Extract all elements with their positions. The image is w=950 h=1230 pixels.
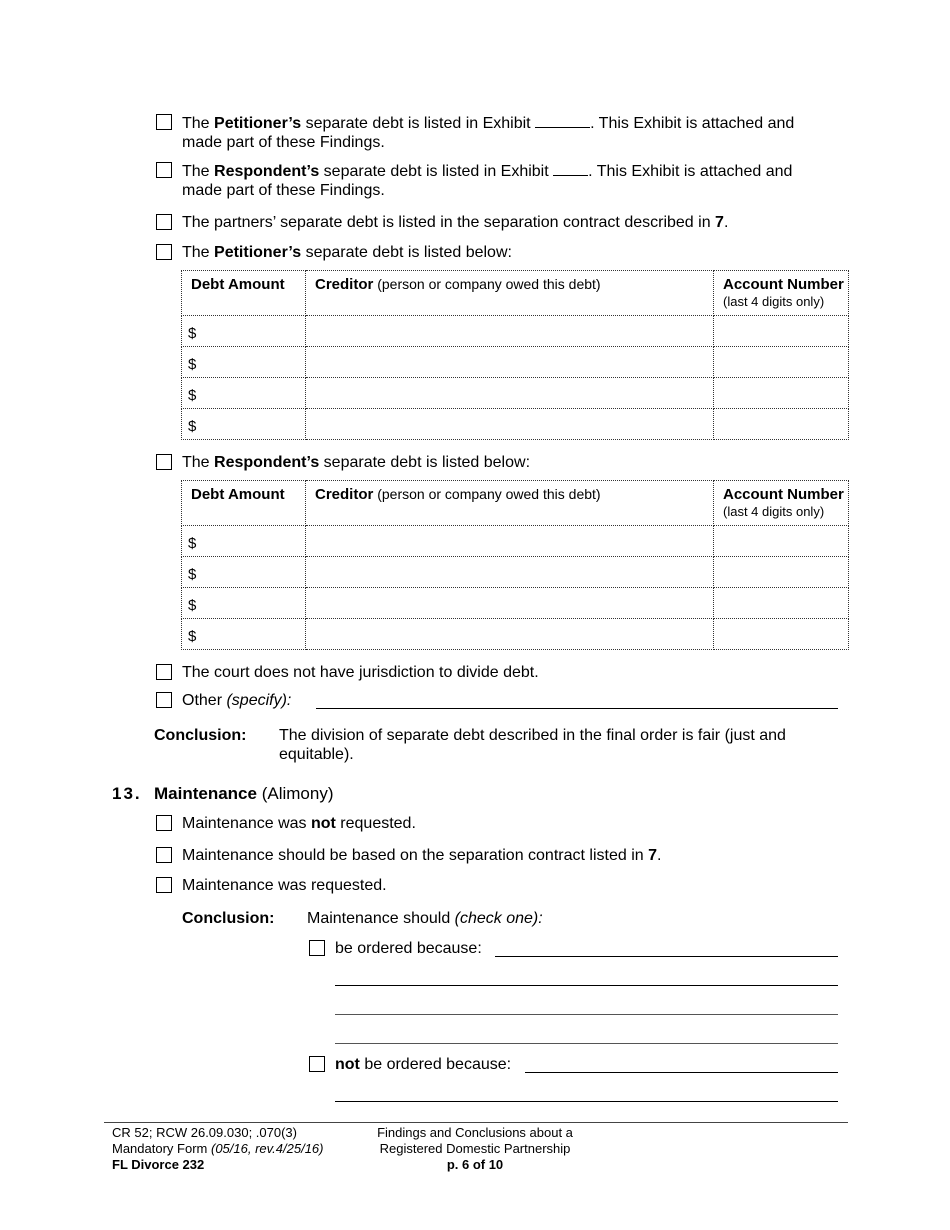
partners-contract-checkbox[interactable] [156,214,172,230]
not-ordered-reason-line[interactable] [335,1101,838,1102]
col-creditor: Creditor (person or company owed this debt) [315,486,601,503]
maint-contract-checkbox[interactable] [156,847,172,863]
col-debt-amount: Debt Amount [191,486,285,503]
maint-not-requested-checkbox[interactable] [156,815,172,831]
table-row: $ [182,378,849,409]
col-account-number: Account Number (last 4 digits only) [723,486,844,519]
resp-exhibit-blank[interactable] [553,161,588,176]
not-ordered-checkbox[interactable] [309,1056,325,1072]
be-ordered-reason-line[interactable] [335,1043,838,1044]
table-row: $ [182,347,849,378]
pet-exhibit-text: The Petitioner’s separate debt is listed in Exhibit . This Exhibit is attached and made part of these Findings. [182,115,795,151]
pet-below-text: The Petitioner’s separate debt is listed below: [182,244,512,261]
conclusion-text: The division of separate debt described in the final order is fair (just and equitable). [279,727,786,763]
table-row: $ [182,619,849,650]
resp-exhibit-checkbox[interactable] [156,162,172,178]
maint-requested-checkbox[interactable] [156,877,172,893]
not-ordered-label: not be ordered because: [335,1056,512,1073]
other-checkbox[interactable] [156,692,172,708]
conclusion-label: Conclusion: [154,727,247,744]
pet-below-checkbox[interactable] [156,244,172,260]
resp-below-text: The Respondent’s separate debt is listed below: [182,454,531,471]
resp-exhibit-text: The Respondent’s separate debt is listed in Exhibit . This Exhibit is attached and made part of these Findings. [182,163,793,199]
maint-conclusion-text: Maintenance should (check one): [307,910,543,927]
no-jurisdiction-checkbox[interactable] [156,664,172,680]
table-row: $ [182,409,849,440]
col-debt-amount: Debt Amount [191,276,285,293]
maint-requested-text: Maintenance was requested. [182,877,387,894]
maint-not-requested-text: Maintenance was not requested. [182,815,416,832]
section-number: 13. [112,784,142,803]
col-creditor: Creditor (person or company owed this debt) [315,276,601,293]
table-row: $ [182,526,849,557]
resp-below-checkbox[interactable] [156,454,172,470]
other-specify-field[interactable] [316,708,838,709]
be-ordered-reason-line[interactable] [495,956,838,957]
page-number: p. 6 of 10 [446,1157,504,1172]
no-jurisdiction-text: The court does not have jurisdiction to divide debt. [182,664,539,681]
pet-exhibit-checkbox[interactable] [156,114,172,130]
be-ordered-label: be ordered because: [335,940,482,957]
maint-conclusion-label: Conclusion: [182,910,275,927]
col-account-number: Account Number (last 4 digits only) [723,276,844,309]
pet-exhibit-blank[interactable] [535,113,590,128]
maint-contract-text: Maintenance should be based on the separation contract listed in 7. [182,847,662,864]
table-row: $ [182,588,849,619]
be-ordered-reason-line[interactable] [335,1014,838,1015]
not-ordered-reason-line[interactable] [525,1072,838,1073]
resp-debt-table [181,480,849,650]
be-ordered-reason-line[interactable] [335,985,838,986]
table-row: $ [182,316,849,347]
be-ordered-checkbox[interactable] [309,940,325,956]
partners-contract-text: The partners’ separate debt is listed in the separation contract described in 7. [182,214,729,231]
footer-left: CR 52; RCW 26.09.030; .070(3) Mandatory Form (05/16, rev.4/25/16) FL Divorce 232 [112,1125,324,1172]
section-title: Maintenance (Alimony) [154,784,334,803]
pet-debt-table [181,270,849,440]
footer-rule [104,1122,848,1123]
other-label: Other (specify): [182,692,292,709]
table-row: $ [182,557,849,588]
footer-center: Findings and Conclusions about a Registered Domestic Partnership p. 6 of 10 [362,1125,588,1173]
